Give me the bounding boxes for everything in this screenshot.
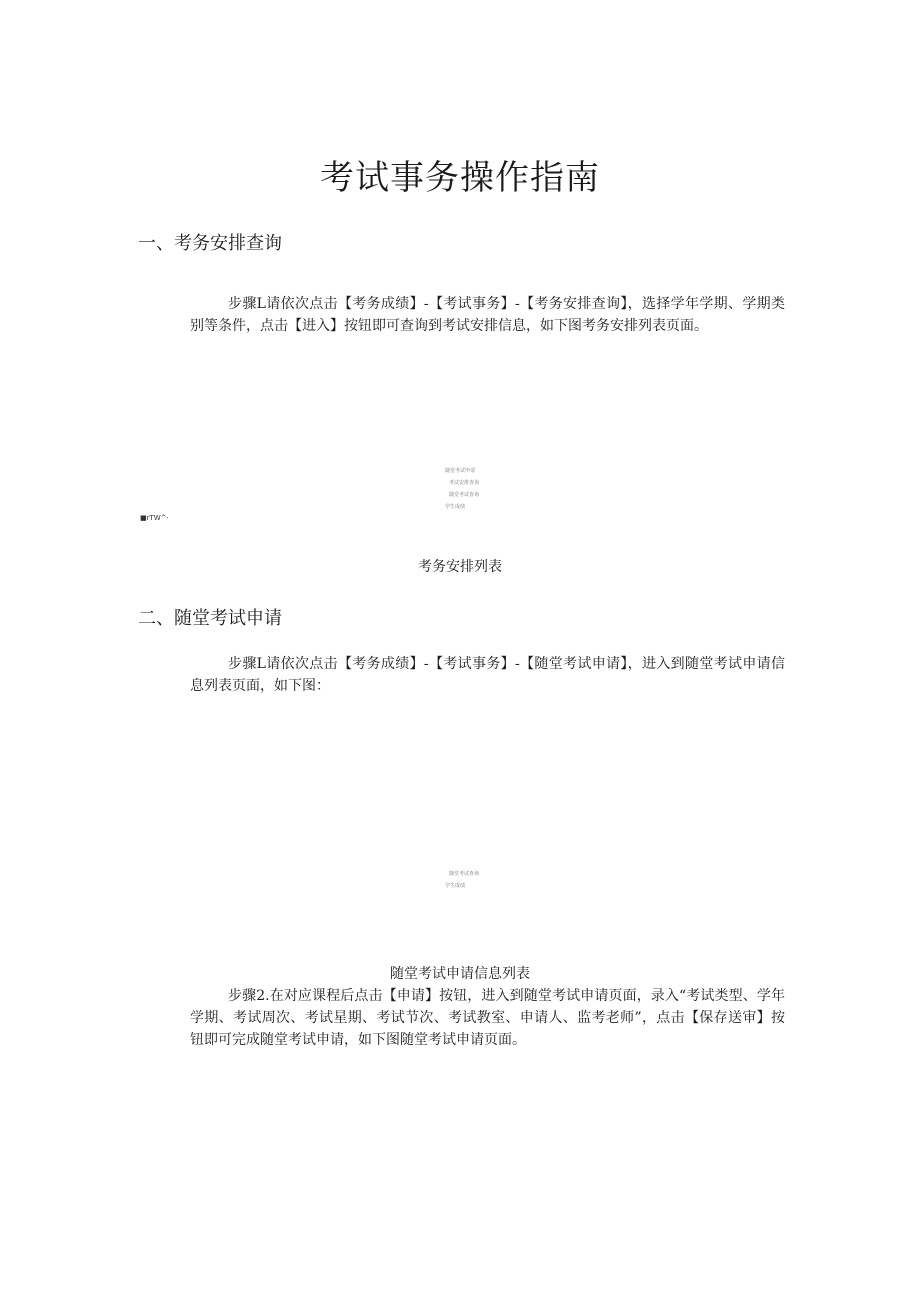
section-heading-in-class-exam: 二、随堂考试申请 bbox=[138, 608, 282, 629]
section2-step2-paragraph: 步骤2.在对应课程后点击【申请】按钮，进入到随堂考试申请页面，录入“考试类型、学年学期、考试周次、考试星期、考试节次、考试教室、申请人、监考老师”，点击【保存送审】按钮即可完成随堂考试申请，如下图随堂考试申请页面。 bbox=[190, 988, 785, 1048]
figure-thumbnail-in-class-exam bbox=[445, 868, 479, 892]
thumb-menu-item: 随堂考试申请 bbox=[445, 468, 476, 474]
thumb-menu-item: 学生成绩 bbox=[445, 504, 466, 510]
page-title: 考试事务操作指南 bbox=[320, 158, 600, 198]
section2-step1-paragraph: 步骤L请依次点击【考务成绩】-【考试事务】-【随堂考试申请】，进入到随堂考试申请信息列表页面，如下图： bbox=[190, 656, 785, 694]
thumb-menu-item: 随堂考试查询 bbox=[449, 871, 480, 877]
thumb-menu-item: 随堂考试查询 bbox=[449, 492, 480, 498]
section-heading-exam-arrangement: 一、考务安排查询 bbox=[138, 233, 282, 254]
figure-caption-in-class-exam: 随堂考试申请信息列表 bbox=[390, 966, 530, 982]
thumb-menu-item: 考试安排查询 bbox=[449, 480, 480, 486]
figure-caption-exam-arrangement: 考务安排列表 bbox=[418, 559, 502, 575]
thumb-menu-item: 学生成绩 bbox=[445, 883, 466, 889]
section1-step1-paragraph: 步骤L请依次点击【考务成绩】-【考试事务】-【考务安排查询】，选择学年学期、学期类别等条件，点击【进入】按钮即可查询到考试安排信息，如下图考务安排列表页面。 bbox=[190, 296, 785, 334]
figure-thumbnail-exam-arrangement bbox=[445, 465, 479, 513]
figure-marker: ■rTW^· bbox=[140, 514, 169, 522]
